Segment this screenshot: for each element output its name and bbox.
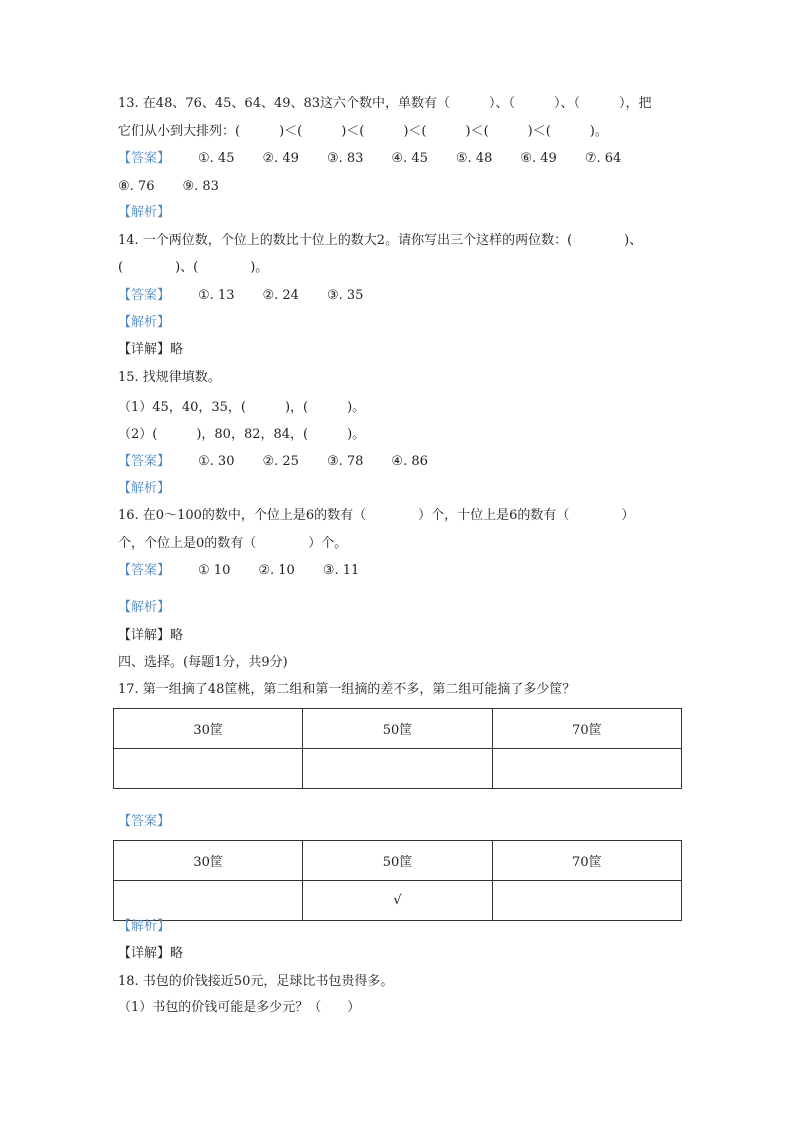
q16-line2: 个，个位上是0的数有（ ）个。 (118, 536, 348, 551)
answer-label: 【答案】 (118, 814, 171, 829)
q13-line1: 13. 在48、76、45、64、49、83这六个数中，单数有（ ）、（ ）、（ ），把 (118, 96, 652, 111)
detail-label: 【详解】略 (118, 946, 184, 961)
answer-item: ③. 35 (326, 288, 364, 303)
answer-item: ②. 49 (262, 151, 299, 166)
q18-line1: 18. 书包的价钱接近50元，足球比书包贵得多。 (118, 974, 394, 989)
option-cell: 50筐 (303, 709, 492, 749)
answer-item: ⑨. 83 (182, 179, 219, 194)
choice-cell[interactable] (492, 749, 681, 789)
q14-line1: 14. 一个两位数，个位上的数比十位上的数大2。请你写出三个这样的两位数：( )、 (118, 233, 643, 248)
check-mark: √ (303, 881, 492, 921)
option-cell: 70筐 (492, 841, 681, 881)
choice-cell[interactable] (303, 749, 492, 789)
q13-line2: 它们从小到大排列：( )＜( )＜( )＜( )＜( )＜( )。 (118, 124, 608, 139)
answer-item: ②. 24 (262, 288, 299, 303)
answer-item: ②. 10 (258, 563, 295, 578)
answer-label: 【答案】 (118, 563, 171, 578)
q14-line2: ( )、( )。 (118, 260, 269, 275)
q16-line1: 16. 在0～100的数中，个位上是6的数有（ ）个，十位上是6的数有（ ） (118, 508, 635, 523)
q17-line1: 17. 第一组摘了48筐桃，第二组和第一组摘的差不多，第二组可能摘了多少筐？ (118, 682, 576, 697)
answer-label: 【答案】 (118, 151, 171, 166)
q17-answer-table (113, 840, 682, 921)
section-heading: 四、选择。(每题1分，共9分) (118, 655, 288, 670)
analysis-label: 【解析】 (118, 600, 171, 615)
q15-line3: （2）( )，80，82，84，( )。 (118, 427, 366, 442)
choice-cell (492, 881, 681, 921)
option-cell: 70筐 (492, 709, 681, 749)
option-cell: 30筐 (114, 709, 303, 749)
choice-cell[interactable] (114, 749, 303, 789)
q18-line2: （1）书包的价钱可能是多少元？（ ） (118, 1000, 361, 1015)
q13-answer (118, 151, 621, 167)
answer-item: ③. 11 (322, 563, 360, 578)
q16-answer (118, 563, 387, 579)
answer-item: ④. 45 (391, 151, 428, 166)
answer-item: ①. 13 (198, 288, 235, 303)
answer-item: ⑥. 49 (520, 151, 557, 166)
option-cell: 50筐 (303, 841, 492, 881)
choice-cell (114, 881, 303, 921)
answer-item: ③. 83 (326, 151, 364, 166)
option-cell: 30筐 (114, 841, 303, 881)
analysis-label: 【解析】 (118, 481, 171, 496)
answer-item: ⑦. 64 (584, 151, 622, 166)
q14-answer (118, 288, 391, 304)
q15-line2: （1）45，40，35，( )，( )。 (118, 400, 366, 415)
answer-item: ③. 78 (326, 454, 364, 469)
answer-item: ⑧. 76 (118, 179, 155, 194)
q17-options-table (113, 708, 682, 789)
answer-item: ①. 30 (198, 454, 235, 469)
q15-line1: 15. 找规律填数。 (118, 370, 221, 385)
analysis-label: 【解析】 (118, 919, 171, 934)
answer-label: 【答案】 (118, 454, 171, 469)
answer-label: 【答案】 (118, 288, 171, 303)
detail-label: 【详解】略 (118, 342, 184, 357)
answer-item: ④. 86 (391, 454, 428, 469)
q15-answer (118, 454, 456, 470)
answer-item: ⑤. 48 (455, 151, 493, 166)
answer-item: ①. 45 (198, 151, 235, 166)
analysis-label: 【解析】 (118, 315, 171, 330)
analysis-label: 【解析】 (118, 205, 171, 220)
detail-label: 【详解】略 (118, 628, 184, 643)
answer-item: ① 10 (198, 563, 231, 578)
answer-item: ②. 25 (262, 454, 299, 469)
q13-answer-cont (118, 179, 247, 195)
